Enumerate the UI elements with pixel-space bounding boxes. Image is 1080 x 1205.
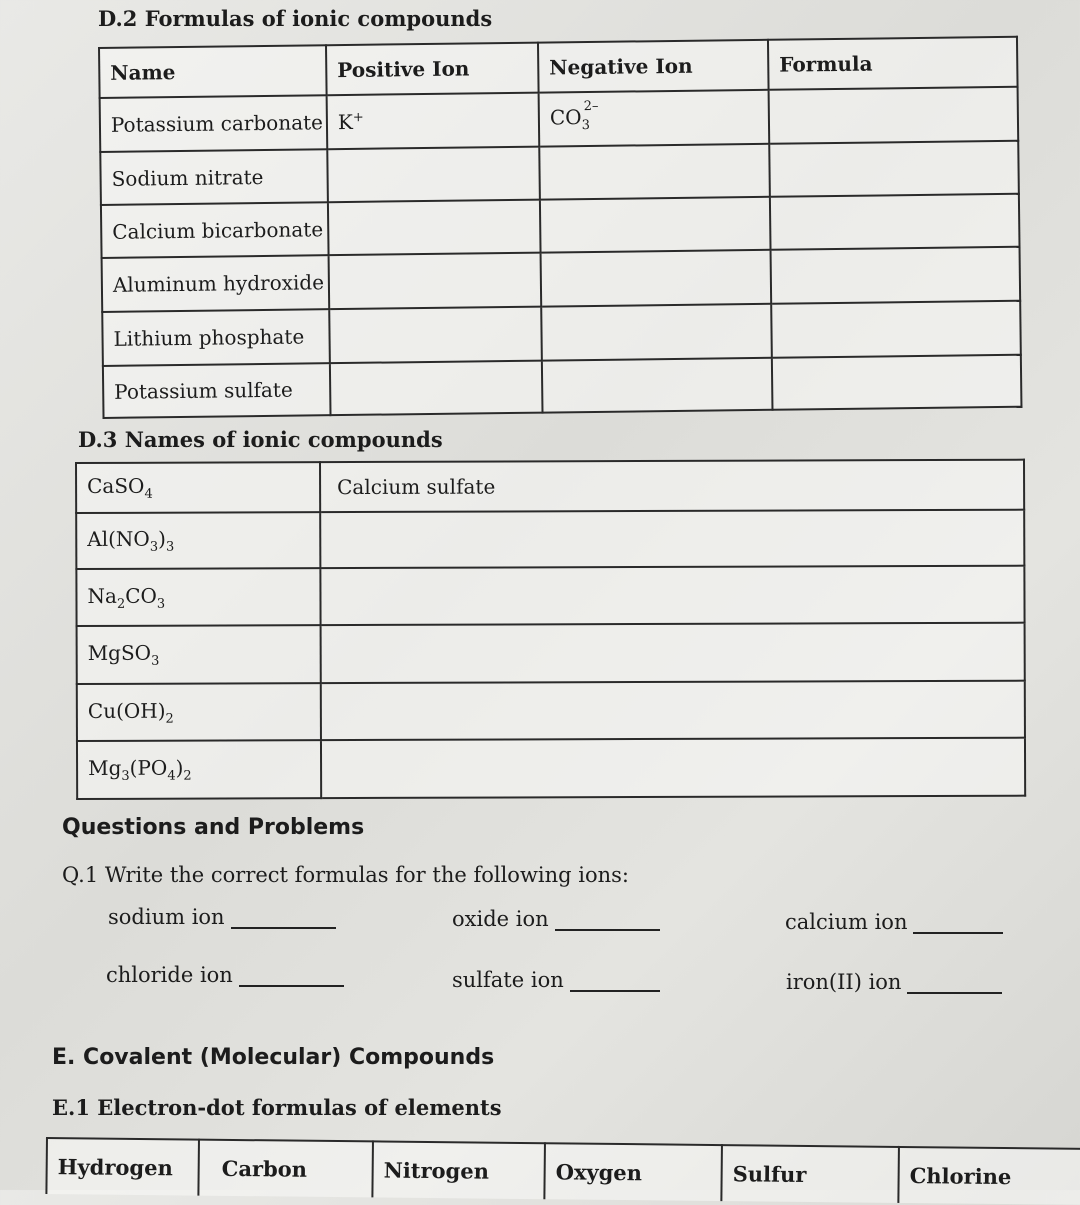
answer-blank[interactable]	[555, 909, 660, 931]
d2-name-cell: Potassium carbonate	[100, 95, 328, 152]
d2-positive-cell	[330, 361, 543, 416]
d3-name-cell	[321, 681, 1025, 740]
d3-name-cell	[321, 738, 1025, 798]
d2-name-cell: Lithium phosphate	[102, 309, 330, 366]
d2-negative-cell	[541, 304, 772, 361]
d2-formula-cell	[771, 247, 1021, 304]
d2-positive-cell	[327, 147, 540, 203]
d2-negative-cell	[539, 144, 770, 200]
ion-sulfate: sulfate ion	[452, 968, 660, 992]
d3-formula-cell: $Al(NO_3)_3$	[76, 512, 320, 569]
questions-heading: Questions and Problems	[62, 815, 365, 840]
d2-name-cell: Sodium nitrate	[100, 149, 328, 205]
d3-row	[77, 623, 1025, 684]
d3-formula-cell: $Cu(OH)_2$	[77, 683, 321, 741]
d2-negative-cell	[539, 90, 770, 147]
q1-prompt: Q.1 Write the correct formulas for the following ions:	[62, 863, 630, 887]
d2-header-name: Name	[99, 45, 327, 98]
d3-name-cell: Calcium sulfate	[320, 460, 1024, 512]
d3-row	[77, 738, 1025, 799]
d2-title: D.2 Formulas of ionic compounds	[98, 6, 493, 31]
ion-calcium: calcium ion	[785, 910, 1003, 934]
element-hydrogen: Hydrogen	[46, 1138, 199, 1196]
ion-oxide: oxide ion	[452, 907, 660, 931]
d2-name-cell: Potassium sulfate	[103, 363, 331, 418]
element-oxygen: Oxygen	[544, 1143, 722, 1201]
element-chlorine: Chlorine	[898, 1147, 1080, 1205]
d2-negative-cell	[542, 358, 773, 413]
ion-iron-ii: iron(II) ion	[786, 970, 1002, 994]
d3-formula-cell: $Na_2CO_3$	[76, 568, 320, 626]
d2-positive-cell	[327, 93, 540, 150]
d3-formula-cell: CaSO$_4$	[76, 462, 320, 513]
answer-blank[interactable]	[570, 970, 660, 992]
d3-name-cell	[320, 566, 1024, 625]
ion-symbol: K	[337, 109, 354, 135]
answer-blank[interactable]	[239, 965, 344, 987]
element-carbon: Carbon	[198, 1140, 373, 1198]
d3-name-cell	[321, 623, 1025, 683]
d2-formula-cell	[771, 301, 1021, 358]
d2-formula-cell	[770, 194, 1020, 250]
ion-symbol: CO	[549, 105, 582, 130]
d3-row	[76, 510, 1024, 569]
d2-table	[98, 36, 1022, 419]
d3-row	[76, 566, 1024, 626]
answer-blank[interactable]	[913, 912, 1003, 934]
d2-positive-cell	[329, 307, 542, 364]
d2-header-negative: Negative Ion	[538, 40, 769, 93]
d3-title: D.3 Names of ionic compounds	[78, 427, 443, 452]
ion-charge: 2–	[583, 99, 599, 115]
d2-header-formula: Formula	[768, 37, 1018, 90]
e1-elements-table	[45, 1137, 1080, 1205]
ion-subscript: 3	[581, 117, 591, 134]
ion-sodium: sodium ion	[108, 905, 336, 929]
e1-header-row	[46, 1138, 1080, 1205]
d3-name-cell	[320, 510, 1024, 568]
ion-charge: +	[352, 110, 364, 126]
element-sulfur: Sulfur	[721, 1145, 899, 1203]
d2-negative-cell	[540, 197, 771, 253]
d3-row	[76, 460, 1024, 513]
d2-formula-cell	[769, 87, 1019, 144]
d2-formula-cell	[772, 355, 1022, 410]
d3-formula-cell: MgSO$_3$	[77, 625, 321, 684]
section-e-heading: E. Covalent (Molecular) Compounds	[52, 1045, 495, 1070]
d2-positive-cell	[328, 200, 541, 256]
d3-row	[77, 681, 1025, 741]
d2-header-positive: Positive Ion	[326, 43, 539, 96]
element-nitrogen: Nitrogen	[372, 1141, 545, 1199]
d3-formula-cell: $Mg_3(PO_4)_2$	[77, 740, 321, 799]
d2-name-cell: Aluminum hydroxide	[102, 255, 330, 312]
answer-blank[interactable]	[907, 972, 1002, 994]
d3-table	[75, 459, 1026, 800]
e1-title: E.1 Electron-dot formulas of elements	[52, 1095, 502, 1120]
d2-positive-cell	[329, 253, 542, 310]
ion-chloride: chloride ion	[106, 963, 344, 987]
d2-negative-cell	[541, 250, 772, 307]
d2-formula-cell	[769, 141, 1019, 197]
d2-row	[103, 355, 1022, 418]
d2-name-cell: Calcium bicarbonate	[101, 202, 329, 258]
answer-blank[interactable]	[231, 907, 336, 929]
